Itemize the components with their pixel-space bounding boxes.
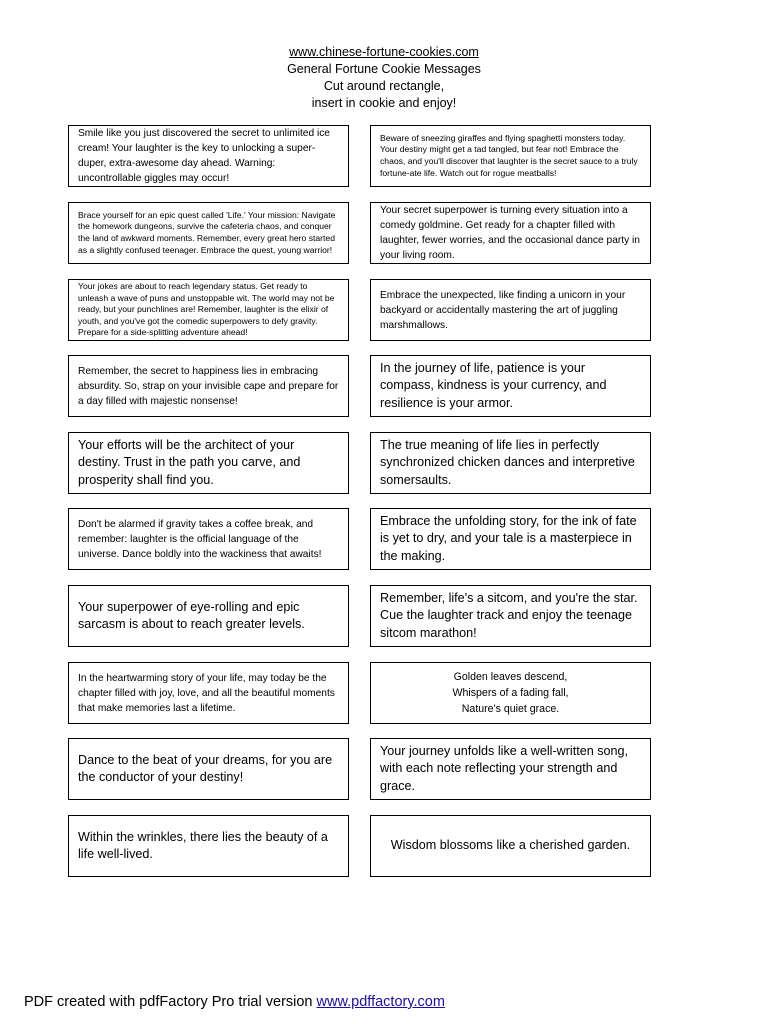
fortune-text: Your journey unfolds like a well-written song, with each note reflecting your strength and grace. <box>380 743 629 793</box>
fortune-card <box>68 738 349 800</box>
fortune-text: Embrace the unexpected, like finding a unicorn in your backyard or accidentally mastering the art of juggling marshmallows. <box>380 289 626 331</box>
fortune-card <box>68 202 349 264</box>
fortune-text: The true meaning of life lies in perfectly synchronized chicken dances and interpretive somersaults. <box>380 437 635 487</box>
fortune-card <box>370 125 651 187</box>
fortune-text: Your secret superpower is turning every situation into a comedy goldmine. Get ready for a chapter filled with laughter, fewer worries, and the occasional dance party in your living room. <box>380 205 640 261</box>
fortune-card <box>68 125 349 187</box>
fortune-card <box>370 355 651 417</box>
site-link[interactable]: www.chinese-fortune-cookies.com <box>289 45 479 59</box>
haiku-line: Whispers of a fading fall, <box>452 687 569 699</box>
fortune-card <box>370 815 651 877</box>
fortune-text: Don't be alarmed if gravity takes a coffee break, and remember: laughter is the official language of the universe. Dance boldly into the wackiness that awaits! <box>78 518 322 560</box>
fortune-card <box>370 279 651 341</box>
fortune-card <box>68 508 349 570</box>
fortune-card <box>370 738 651 800</box>
fortune-text: Wisdom blossoms like a cherished garden. <box>390 838 631 853</box>
fortune-card <box>68 662 349 724</box>
fortune-card <box>370 508 651 570</box>
haiku-line: Golden leaves descend, <box>453 671 568 683</box>
page-header <box>0 44 768 112</box>
fortune-text: Brace yourself for an epic quest called 'Life.' Your mission: Navigate the homework dungeons, survive the cafeteria chaos, and conquer the land of awkward moments. Remember, every great hero started as a slightly confused teenager. Embrace the quest, young warrior! <box>78 209 336 255</box>
fortune-card <box>68 432 349 494</box>
pdffactory-link[interactable]: www.pdffactory.com <box>316 994 445 1010</box>
fortune-card <box>68 585 349 647</box>
fortune-text: Embrace the unfolding story, for the ink of fate is yet to dry, and your tale is a masterpiece in the making. <box>380 513 637 563</box>
haiku-line: Nature's quiet grace. <box>461 703 560 715</box>
page-title: General Fortune Cookie Messages <box>287 62 481 76</box>
fortune-card <box>68 355 349 417</box>
fortune-text: Smile like you just discovered the secret to unlimited ice cream! Your laughter is the key to unlocking a super-duper, extra-awesome day ahead. Warning: uncontrollable giggles may occur! <box>78 128 330 184</box>
instruction-line-2: insert in cookie and enjoy! <box>311 96 457 110</box>
fortune-text: Your jokes are about to reach legendary status. Get ready to unleash a wave of puns and unstoppable wit. The world may not be ready, but your punchlines are! Remember, laughter is the elixir of youth, and you've got the comedic superpowers to defy gravity. Prepare for a side-splitting adventure ahead! <box>78 281 335 338</box>
fortune-text: Within the wrinkles, there lies the beauty of a life well-lived. <box>78 829 328 861</box>
fortune-text: Remember, the secret to happiness lies in embracing absurdity. So, strap on your invisible cape and prepare for a day filled with majestic nonsense! <box>78 365 339 407</box>
fortune-card <box>68 815 349 877</box>
fortune-text: In the heartwarming story of your life, may today be the chapter filled with joy, love, and all the beautiful moments that make memories last a lifetime. <box>78 672 335 714</box>
haiku-card <box>370 662 651 724</box>
fortune-text: Remember, life's a sitcom, and you're the star. Cue the laughter track and enjoy the teenage sitcom marathon! <box>380 590 638 640</box>
fortune-text: In the journey of life, patience is your compass, kindness is your currency, and resilience is your armor. <box>380 360 607 410</box>
fortune-text: Your efforts will be the architect of your destiny. Trust in the path you carve, and prosperity shall find you. <box>78 437 301 487</box>
fortune-card <box>68 279 349 341</box>
fortune-card <box>370 432 651 494</box>
pdf-footer <box>24 994 445 1010</box>
fortune-text: Dance to the beat of your dreams, for you are the conductor of your destiny! <box>78 752 333 784</box>
fortune-card <box>370 585 651 647</box>
fortune-text: Beware of sneezing giraffes and flying spaghetti monsters today. Your destiny might get a tad tangled, but fear not! Embrace the chaos, and you'll discover that laughter is the secret sauce to a truly fortune-ate life. Watch out for rogue meatballs! <box>380 132 638 178</box>
footer-text: PDF created with pdfFactory Pro trial version <box>24 994 317 1010</box>
fortune-card <box>370 202 651 264</box>
instruction-line-1: Cut around rectangle, <box>323 79 445 93</box>
haiku-text <box>380 669 641 717</box>
fortune-text: Your superpower of eye-rolling and epic sarcasm is about to reach greater levels. <box>78 599 305 631</box>
